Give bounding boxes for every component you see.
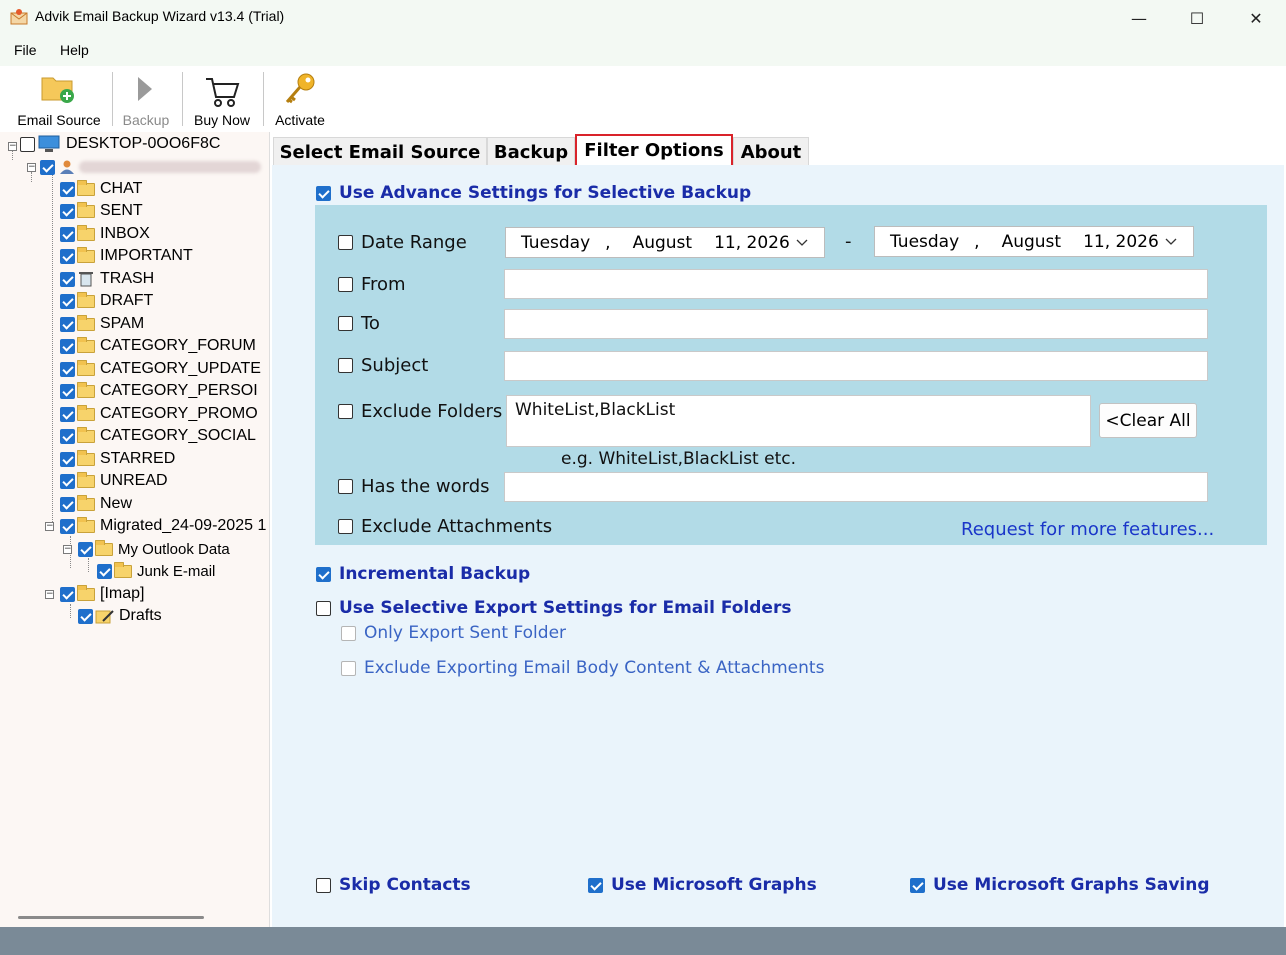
- skip-contacts-checkbox[interactable]: [316, 878, 331, 893]
- cart-icon: [204, 76, 240, 108]
- tab-filter-options[interactable]: Filter Options: [575, 134, 733, 167]
- folder-icon: [77, 250, 95, 263]
- exclude-folders-example: e.g. WhiteList,BlackList etc.: [561, 449, 797, 469]
- ms-graphs-option[interactable]: [588, 875, 817, 895]
- backup-label: Backup: [122, 112, 170, 128]
- from-label: From: [361, 274, 406, 295]
- advance-settings-block: [315, 205, 1267, 545]
- backup-button[interactable]: [117, 70, 175, 130]
- from-input[interactable]: [504, 269, 1208, 299]
- add-folder-icon: [40, 70, 76, 104]
- incremental-label: Incremental Backup: [339, 564, 531, 584]
- folder-label: CATEGORY_SOCIAL: [100, 427, 256, 444]
- toolbar-separator: [182, 72, 183, 126]
- ms-graphs-saving-label: Use Microsoft Graphs Saving: [933, 875, 1210, 895]
- tree-folder[interactable]: [60, 380, 258, 402]
- folder-checkbox[interactable]: [60, 587, 75, 602]
- account-email-blurred: [79, 161, 261, 173]
- date-range-label: Date Range: [361, 232, 467, 253]
- folder-checkbox[interactable]: [60, 249, 75, 264]
- account-checkbox[interactable]: [40, 160, 55, 175]
- folder-label: SENT: [100, 202, 143, 219]
- has-words-label: Has the words: [361, 476, 490, 497]
- folder-icon: [77, 588, 95, 601]
- folder-icon: [95, 543, 113, 556]
- folder-label: CHAT: [100, 180, 143, 197]
- ms-graphs-saving-option[interactable]: [910, 875, 1210, 895]
- activate-label: Activate: [275, 112, 325, 128]
- ms-graphs-checkbox[interactable]: [588, 878, 603, 893]
- date-to-date: 11, 2026: [1083, 231, 1159, 252]
- tree-folder[interactable]: [60, 200, 143, 222]
- has-words-input[interactable]: [504, 472, 1208, 502]
- to-option[interactable]: [338, 313, 380, 334]
- date-range-option[interactable]: [338, 232, 467, 253]
- date-range-checkbox[interactable]: [338, 235, 353, 250]
- collapse-toggle[interactable]: −: [46, 521, 54, 531]
- folder-checkbox[interactable]: [60, 182, 75, 197]
- folder-icon: [77, 498, 95, 511]
- folder-label: INBOX: [100, 225, 150, 242]
- computer-icon: [38, 135, 60, 153]
- folder-label: Junk E-mail: [137, 562, 216, 580]
- exclude-folders-label: Exclude Folders: [361, 401, 503, 422]
- tab-backup[interactable]: Backup: [487, 137, 575, 166]
- close-button[interactable]: ✕: [1249, 8, 1263, 28]
- folder-checkbox[interactable]: [78, 609, 93, 624]
- tree-folder[interactable]: [60, 335, 256, 357]
- exclude-attachments-label: Exclude Attachments: [361, 516, 553, 537]
- play-icon: [134, 74, 158, 104]
- folder-checkbox[interactable]: [60, 519, 75, 534]
- tree-folder[interactable]: [97, 560, 215, 582]
- folder-icon: [77, 205, 95, 218]
- activate-button[interactable]: [268, 70, 332, 130]
- drafts-icon: [95, 608, 115, 624]
- date-from-picker[interactable]: [505, 227, 825, 258]
- folder-checkbox[interactable]: [60, 474, 75, 489]
- subject-checkbox[interactable]: [338, 358, 353, 373]
- date-range-separator: -: [845, 231, 852, 252]
- subject-input[interactable]: [504, 351, 1208, 381]
- date-from-comma: ,: [605, 232, 611, 253]
- folder-icon: [114, 565, 132, 578]
- folder-icon: [77, 318, 95, 331]
- folder-icon: [77, 520, 95, 533]
- user-icon: [59, 159, 75, 175]
- folder-checkbox[interactable]: [60, 429, 75, 444]
- folder-label: My Outlook Data: [118, 540, 230, 558]
- folder-label: CATEGORY_PERSOI: [100, 382, 258, 399]
- root-checkbox[interactable]: [20, 137, 35, 152]
- only-sent-label: Only Export Sent Folder: [364, 623, 567, 643]
- selective-export-checkbox[interactable]: [316, 601, 331, 616]
- tree-line: [12, 150, 13, 160]
- date-from-month: August: [632, 232, 693, 253]
- date-from-day: Tuesday: [521, 232, 591, 253]
- tree-folder[interactable]: [60, 470, 168, 492]
- menu-bar: [0, 36, 1286, 66]
- folder-checkbox[interactable]: [60, 362, 75, 377]
- folder-checkbox[interactable]: [60, 294, 75, 309]
- selective-export-label: Use Selective Export Settings for Email Folders: [339, 598, 792, 618]
- chevron-down-icon: [796, 239, 808, 247]
- skip-contacts-label: Skip Contacts: [339, 875, 471, 895]
- folder-label: CATEGORY_FORUM: [100, 337, 256, 354]
- tree-line: [88, 558, 89, 572]
- only-sent-option: [341, 623, 566, 643]
- folder-checkbox[interactable]: [78, 542, 93, 557]
- tree-folder[interactable]: [78, 605, 162, 627]
- from-option[interactable]: [338, 274, 406, 295]
- folder-label: DRAFT: [100, 292, 154, 309]
- menu-file[interactable]: File: [14, 42, 37, 58]
- tree-account[interactable]: [40, 156, 261, 178]
- date-to-picker[interactable]: [874, 226, 1194, 257]
- from-checkbox[interactable]: [338, 277, 353, 292]
- collapse-toggle[interactable]: −: [9, 141, 17, 151]
- tree-horizontal-scrollbar[interactable]: [18, 916, 204, 919]
- folder-checkbox[interactable]: [60, 452, 75, 467]
- tree-line: [70, 604, 71, 618]
- inbox-folder-icon: [77, 228, 95, 241]
- tree-folder[interactable]: [60, 313, 144, 335]
- folder-checkbox[interactable]: [60, 497, 75, 512]
- skip-contacts-option[interactable]: [316, 875, 471, 895]
- folder-icon: [77, 453, 95, 466]
- tree-folder[interactable]: [60, 583, 144, 605]
- tab-strip: [271, 132, 1286, 166]
- buy-now-label: Buy Now: [193, 112, 251, 128]
- exclude-body-checkbox: [341, 661, 356, 676]
- collapse-toggle[interactable]: −: [28, 162, 36, 172]
- tree-folder[interactable]: [60, 178, 142, 200]
- tab-about[interactable]: About: [733, 137, 809, 166]
- folder-label: UNREAD: [100, 472, 168, 489]
- tree-folder[interactable]: [78, 538, 230, 560]
- maximize-button[interactable]: ☐: [1189, 8, 1205, 28]
- tree-line: [31, 172, 32, 182]
- folder-label: Migrated_24-09-2025 1: [100, 517, 267, 534]
- to-label: To: [361, 313, 380, 334]
- tree-folder[interactable]: [60, 515, 266, 537]
- exclude-attachments-checkbox[interactable]: [338, 519, 353, 534]
- email-source-button[interactable]: [10, 70, 108, 130]
- subject-label: Subject: [361, 355, 429, 376]
- incremental-checkbox[interactable]: [316, 567, 331, 582]
- tree-folder[interactable]: [60, 245, 193, 267]
- toolbar: [0, 66, 1286, 132]
- folder-icon: [77, 340, 95, 353]
- use-advance-settings-option[interactable]: [316, 183, 751, 203]
- email-source-label: Email Source: [17, 112, 101, 128]
- folder-label: CATEGORY_PROMO: [100, 405, 258, 422]
- tree-folder[interactable]: [60, 290, 153, 312]
- folder-label: STARRED: [100, 450, 176, 467]
- folder-label: IMPORTANT: [100, 247, 193, 264]
- tree-line: [52, 174, 53, 530]
- title-bar: [0, 0, 1286, 36]
- folder-tree: [0, 132, 270, 927]
- tree-folder[interactable]: [60, 268, 154, 290]
- tab-select-email-source[interactable]: Select Email Source: [273, 137, 487, 166]
- exclude-folders-option[interactable]: [338, 401, 502, 422]
- folder-icon: [77, 385, 95, 398]
- tree-folder[interactable]: [60, 425, 256, 447]
- tree-folder[interactable]: [60, 403, 258, 425]
- toolbar-separator: [263, 72, 264, 126]
- root-label: DESKTOP-0OO6F8C: [66, 135, 221, 152]
- folder-label: [Imap]: [100, 585, 145, 602]
- exclude-folders-value: WhiteList,BlackList: [515, 400, 676, 420]
- app-envelope-icon: [10, 8, 28, 26]
- folder-icon: [77, 363, 95, 376]
- use-advance-checkbox[interactable]: [316, 186, 331, 201]
- folder-label: TRASH: [100, 270, 155, 287]
- trash-icon: [77, 271, 95, 287]
- folder-checkbox[interactable]: [60, 339, 75, 354]
- folder-checkbox[interactable]: [60, 272, 75, 287]
- folder-icon: [77, 295, 95, 308]
- folder-icon: [77, 183, 95, 196]
- buy-now-button[interactable]: [188, 70, 256, 130]
- folder-label: CATEGORY_UPDATE: [100, 360, 261, 377]
- ms-graphs-saving-checkbox[interactable]: [910, 878, 925, 893]
- request-more-features-link[interactable]: Request for more features...: [961, 519, 1215, 540]
- folder-checkbox[interactable]: [60, 384, 75, 399]
- to-checkbox[interactable]: [338, 316, 353, 331]
- exclude-folders-input[interactable]: [506, 395, 1091, 447]
- date-to-month: August: [1001, 231, 1062, 252]
- status-bar: [0, 927, 1286, 955]
- has-words-checkbox[interactable]: [338, 479, 353, 494]
- folder-icon: [77, 430, 95, 443]
- exclude-attachments-option[interactable]: [338, 516, 552, 537]
- filter-options-panel: [272, 165, 1284, 927]
- collapse-toggle[interactable]: −: [64, 544, 72, 554]
- exclude-folders-checkbox[interactable]: [338, 404, 353, 419]
- subject-option[interactable]: [338, 355, 428, 376]
- tree-root[interactable]: [20, 133, 220, 155]
- only-sent-checkbox: [341, 626, 356, 641]
- use-advance-label: Use Advance Settings for Selective Backup: [339, 183, 752, 203]
- folder-checkbox[interactable]: [60, 407, 75, 422]
- date-to-comma: ,: [974, 231, 980, 252]
- clear-all-button[interactable]: <Clear All: [1099, 403, 1197, 438]
- ms-graphs-label: Use Microsoft Graphs: [611, 875, 817, 895]
- incremental-backup-option[interactable]: [316, 564, 530, 584]
- folder-icon: [77, 475, 95, 488]
- exclude-body-label: Exclude Exporting Email Body Content & Attachments: [364, 658, 825, 678]
- folder-checkbox[interactable]: [60, 204, 75, 219]
- to-input[interactable]: [504, 309, 1208, 339]
- selective-export-option[interactable]: [316, 598, 791, 618]
- folder-checkbox[interactable]: [60, 227, 75, 242]
- menu-help[interactable]: Help: [60, 42, 89, 58]
- folder-icon: [77, 408, 95, 421]
- toolbar-separator: [112, 72, 113, 126]
- folder-label: New: [100, 495, 133, 512]
- date-from-date: 11, 2026: [714, 232, 790, 253]
- tree-folder[interactable]: [60, 448, 175, 470]
- tree-folder[interactable]: [60, 223, 150, 245]
- folder-checkbox[interactable]: [97, 564, 112, 579]
- date-to-day: Tuesday: [890, 231, 960, 252]
- window-title: Advik Email Backup Wizard v13.4 (Trial): [35, 8, 285, 24]
- collapse-toggle[interactable]: −: [46, 589, 54, 599]
- minimize-button[interactable]: —: [1131, 8, 1147, 28]
- exclude-body-option: [341, 658, 824, 678]
- tree-folder[interactable]: [60, 493, 132, 515]
- folder-checkbox[interactable]: [60, 317, 75, 332]
- chevron-down-icon: [1165, 238, 1177, 246]
- folder-label: SPAM: [100, 315, 145, 332]
- has-words-option[interactable]: [338, 476, 490, 497]
- tree-folder[interactable]: [60, 358, 261, 380]
- folder-label: Drafts: [119, 607, 162, 624]
- key-icon: [282, 72, 318, 106]
